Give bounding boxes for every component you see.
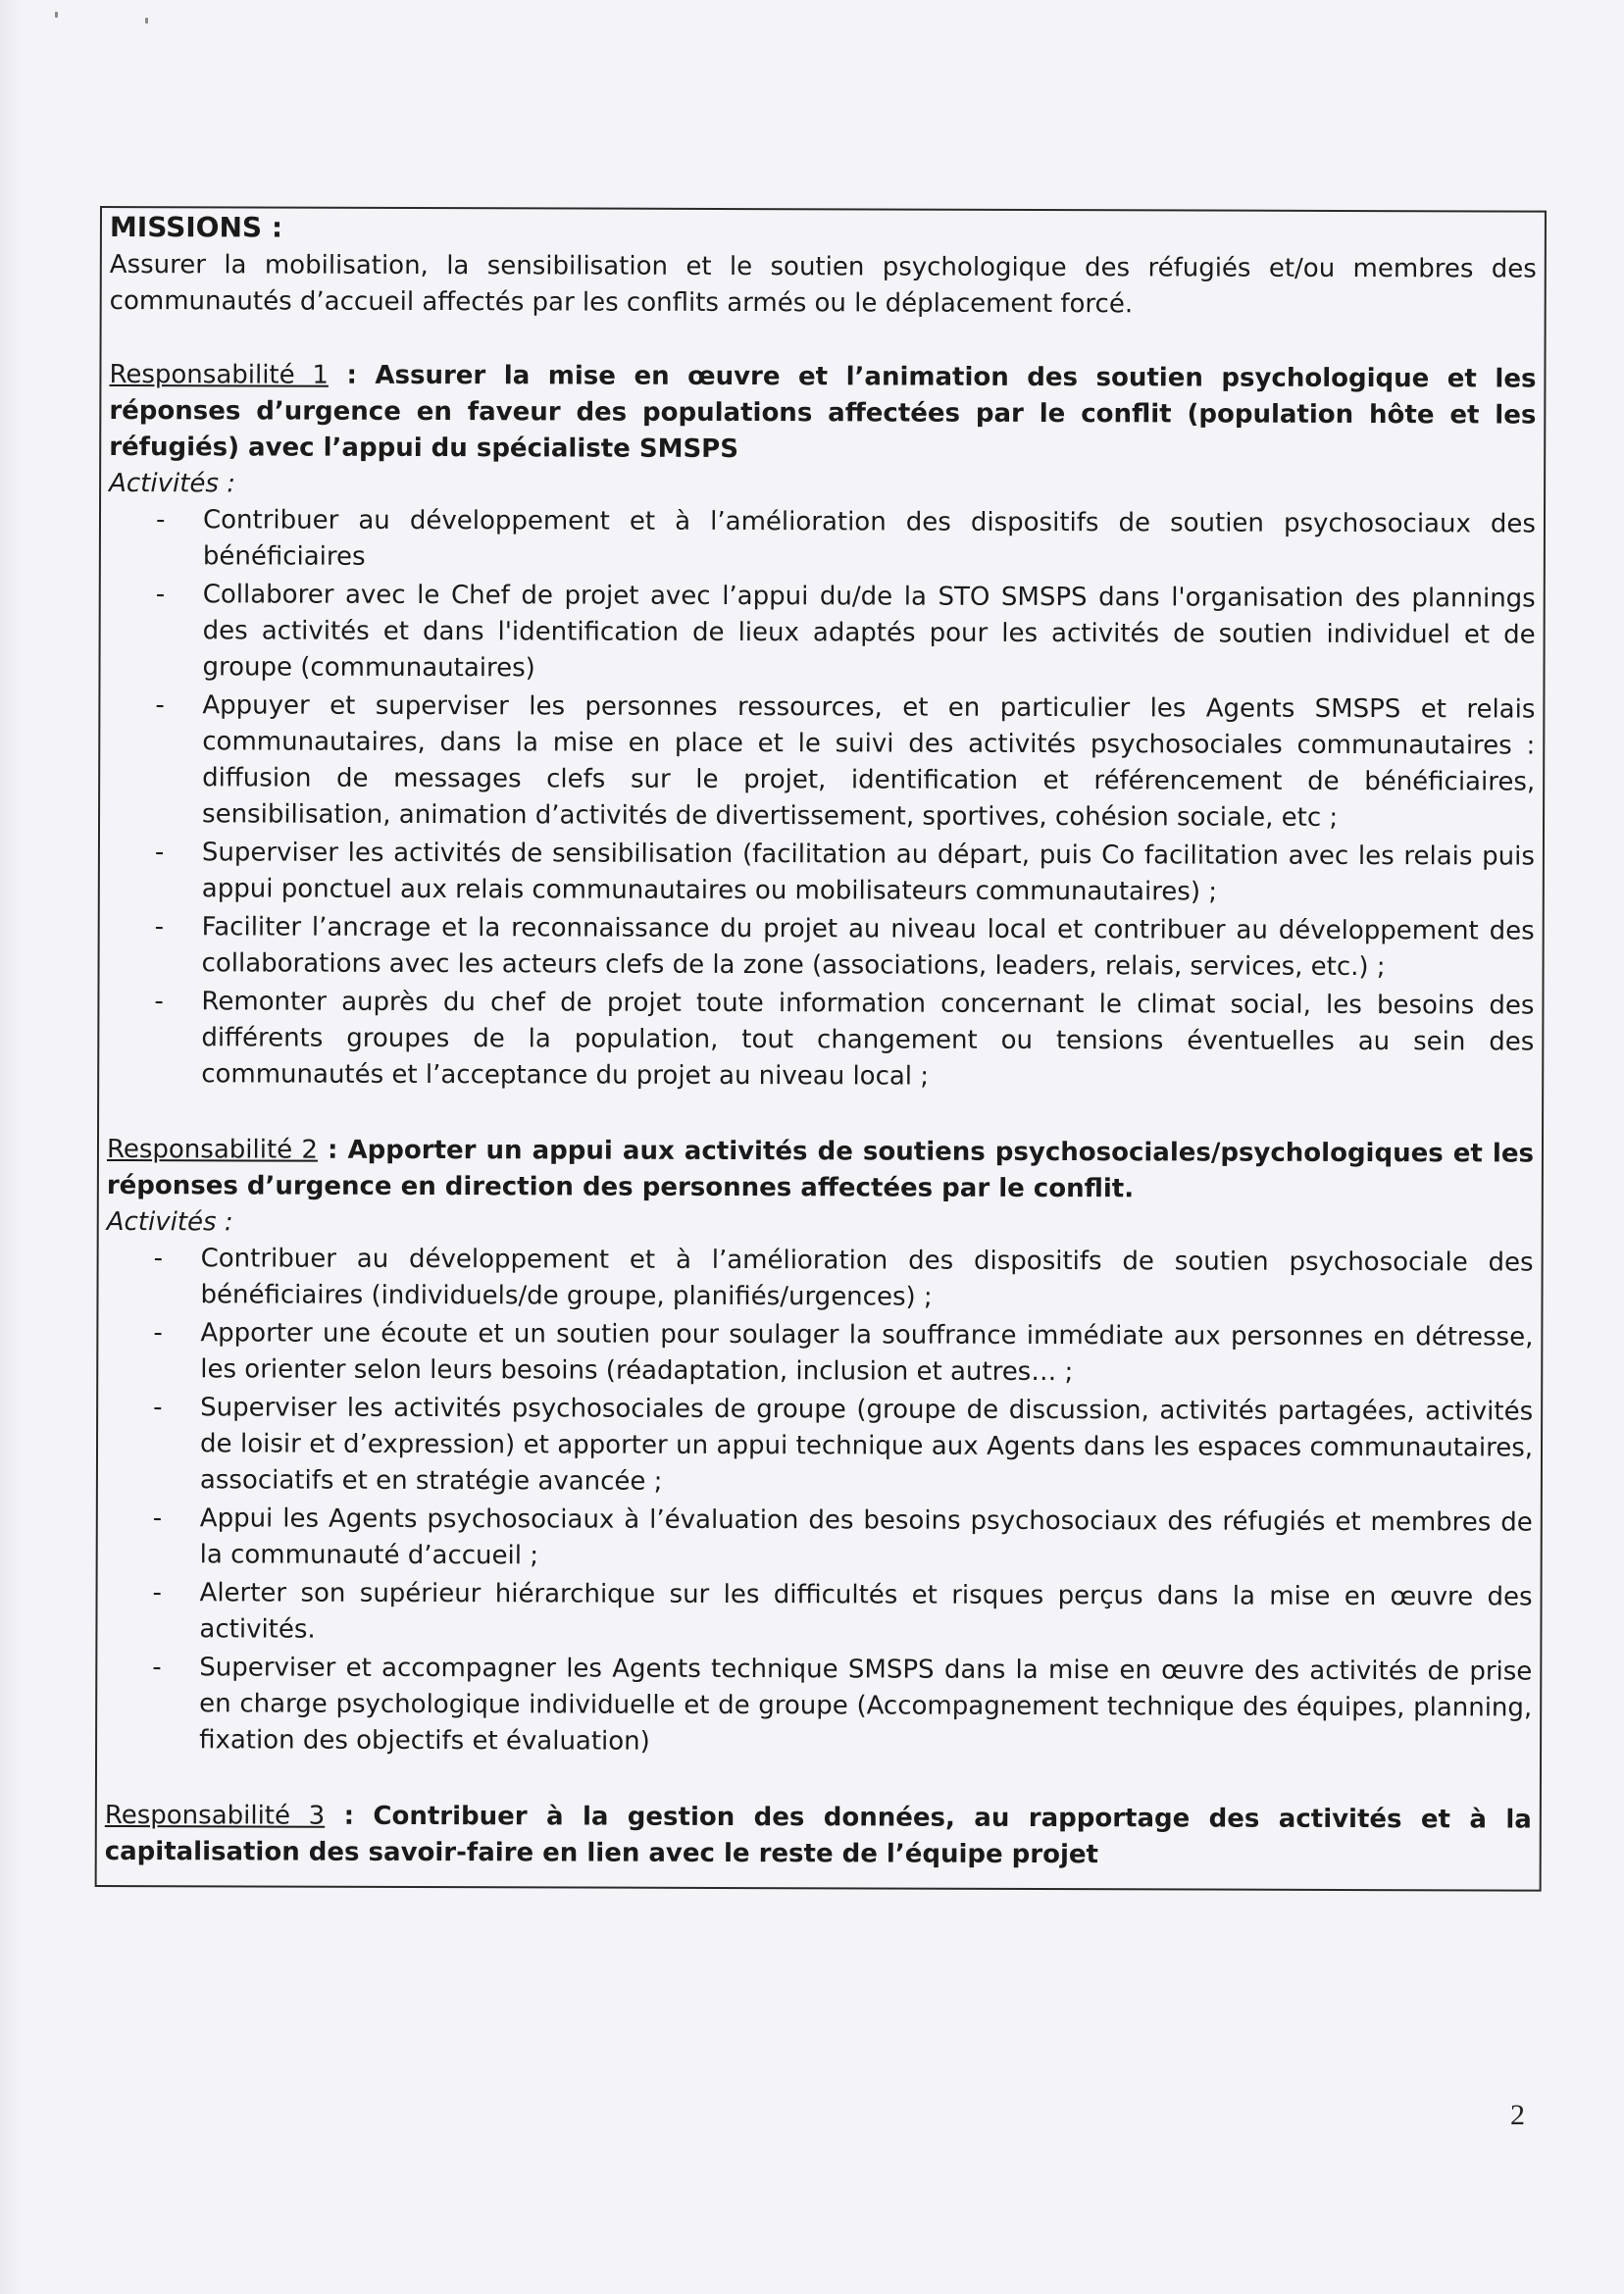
bullet-dash: - [152, 1653, 162, 1683]
bullet-dash: - [152, 1504, 163, 1534]
responsibility-2-title: Apporter un appui aux activités de soutiens psychosociales/psychologiques et les réponses d’urgence en direction des personnes affectées par le conflit. [106, 1135, 1535, 1204]
responsibility-1-heading [109, 357, 1536, 471]
activity-item [153, 1241, 1533, 1317]
spacer [105, 1760, 1532, 1803]
responsibility-3-label: Responsabilité 3 [104, 1800, 326, 1831]
activity-text: Appui les Agents psychosociaux à l’évaluation des besoins psychosociaux des réfugiés et membres de la communauté d’accueil ; [199, 1504, 1533, 1571]
responsibility-1-section [107, 357, 1536, 1097]
missions-section [110, 208, 1537, 325]
bullet-dash: - [153, 1318, 163, 1349]
activity-item [152, 1650, 1532, 1762]
bullet-dash: - [155, 690, 165, 721]
bullet-dash: - [154, 987, 164, 1017]
activity-text: Faciliter l’ancrage et la reconnaissance du projet au niveau local et contribuer au développement des collaborations avec les acteurs clefs de la zone (associations, leaders, relais, services, etc.) ; [201, 912, 1535, 983]
bullet-dash: - [155, 505, 166, 535]
activity-text: Apporter une écoute et un soutien pour soulager la souffrance immédiate aux personnes en détresse, les orienter selon leurs besoins (réadaptation, inclusion et autres… ; [200, 1318, 1534, 1388]
responsibility-separator: : [325, 1801, 374, 1831]
activity-text: Remonter auprès du chef de projet toute information concernant le climat social, les besoins des différents groupes de la population, tout changement ou tensions éventuelles au sein des communautés et l’acceptance du projet au niveau local ; [201, 987, 1535, 1092]
scan-artifact [145, 18, 148, 24]
activity-item [155, 688, 1535, 837]
responsibility-2-section [105, 1132, 1534, 1763]
responsibility-2-label: Responsabilité 2 [106, 1134, 319, 1165]
activity-text: Collaborer avec le Chef de projet avec l’appui du/de la STO SMSPS dans l'organisation des plannings des activités et dans l'identification de lieux adaptés pour les activités de soutien individuel et de groupe (communautaires) [202, 580, 1536, 684]
activity-text: Alerter son supérieur hiérarchique sur les difficultés et risques perçus dans la mise en œuvre des activités. [199, 1578, 1533, 1645]
activity-text: Superviser les activités de sensibilisation (facilitation au départ, puis Co facilitation avec les relais puis appui ponctuel aux relais communautaires ou mobilisateurs communautaires) ; [201, 838, 1535, 907]
activity-item [153, 1390, 1533, 1503]
missions-text: Assurer la mobilisation, la sensibilisation et le soutien psychologique des réfugiés et/ou membres des communautés d’accueil affectés par les conflits armés ou le déplacement forcé. [109, 249, 1537, 320]
bullet-dash: - [153, 1244, 164, 1274]
activity-text: Contribuer au développement et à l’amélioration des dispositifs de soutien psychosociale des bénéficiaires (individuels/de groupe, planifiés/urgences) ; [200, 1244, 1534, 1312]
activity-item [153, 1315, 1533, 1392]
activity-item [154, 984, 1534, 1096]
activity-text: Superviser les activités psychosociales de groupe (groupe de discussion, activités partagées, activités de loisir et d’expression) et apporter un appui technique aux Agents dans les espaces communautaires, associatifs et en stratégie avancée ; [199, 1393, 1534, 1497]
spacer [110, 320, 1537, 362]
bullet-dash: - [155, 580, 166, 610]
activity-text: Superviser et accompagner les Agents technique SMSPS dans la mise en œuvre des activités de prise en charge psychologique individuelle et de groupe (Accompagnement technique des équipes, planning, fixation des objectifs et évaluation) [199, 1653, 1533, 1757]
page-number: 2 [1510, 2099, 1525, 2131]
activities-label: Activités : [106, 1206, 233, 1238]
spacer [107, 1095, 1534, 1137]
document-body [105, 208, 1537, 1875]
activity-item [155, 577, 1535, 689]
bullet-dash: - [154, 838, 165, 868]
responsibility-3-title: Contribuer à la gestion des données, au rapportage des activités et à la capitalisation des savoir-faire en lien avec le reste de l’équipe projet [104, 1801, 1532, 1870]
responsibility-1-title: Assurer la mise en œuvre et l’animation des soutien psychologique et les réponses d’urgence en faveur des populations affectées par le conflit (population hôte et les réfugiés) avec l’appui du spécialiste SMSPS [109, 360, 1537, 465]
activities-label: Activités : [109, 468, 236, 499]
responsibility-3-heading [105, 1798, 1532, 1875]
activity-text: Appuyer et superviser les personnes ressources, et en particulier les Agents SMSPS et relais communautaires, dans la mise en place et le suivi des activités psychosociales communautaires : diffusion de messages clefs sur le projet, identification et référencement de bénéficiaires, sensibilisation, animation d’activités de divertissement, sportives, cohésion sociale, etc ; [202, 690, 1536, 833]
activity-item [153, 1501, 1533, 1577]
responsibility-1-label: Responsabilité 1 [109, 359, 329, 390]
responsibility-3-section [105, 1798, 1532, 1875]
scan-artifact [55, 12, 58, 18]
activity-item [152, 1575, 1532, 1652]
activity-item [156, 502, 1536, 579]
responsibility-2-heading [107, 1132, 1534, 1209]
activity-item [155, 909, 1535, 986]
activity-text: Contribuer au développement et à l’amélioration des dispositifs de soutien psychosociaux des bénéficiaires [202, 505, 1537, 572]
scan-page-edge [0, 0, 22, 2294]
bullet-dash: - [153, 1393, 163, 1423]
responsibility-1-activities [107, 502, 1536, 1097]
responsibility-separator: : [328, 360, 376, 390]
responsibility-2-activities [105, 1241, 1534, 1763]
bullet-dash: - [154, 912, 165, 943]
bullet-dash: - [152, 1578, 163, 1608]
activity-item [155, 835, 1535, 911]
missions-title: MISSIONS : [109, 210, 283, 244]
responsibility-separator: : [317, 1135, 348, 1165]
